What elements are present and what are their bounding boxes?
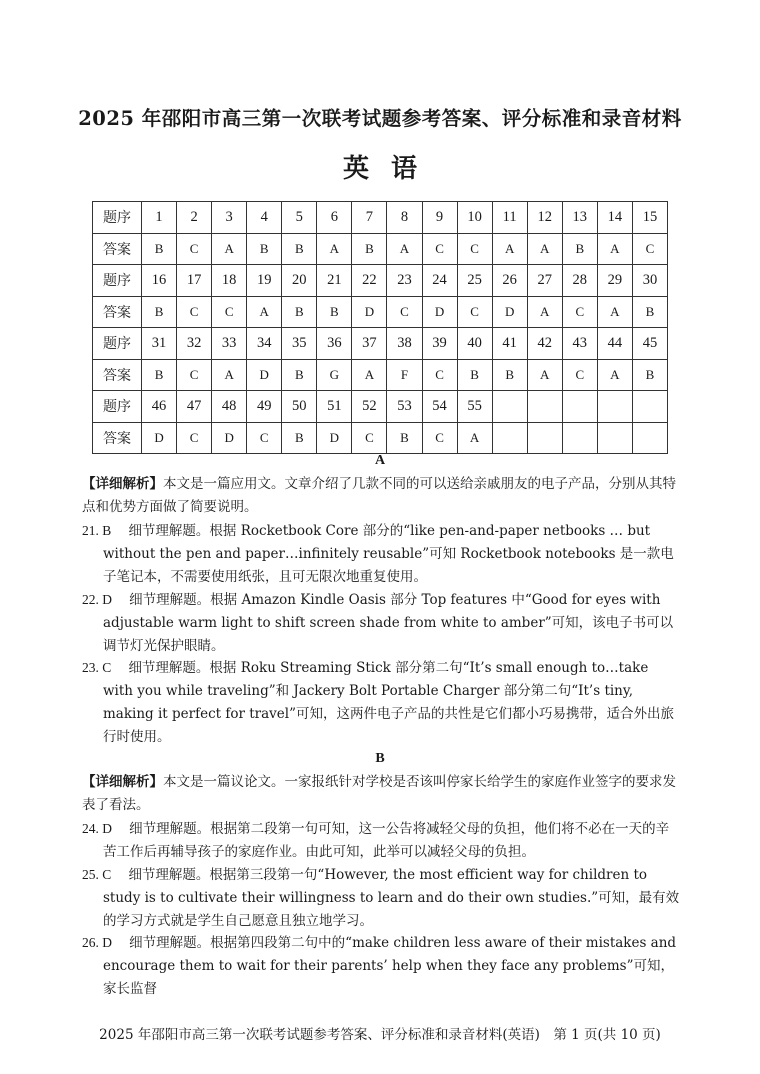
table-cell: 19 [247,265,282,297]
question-number: 25. C [82,867,112,882]
analysis-tag: 【详细解析】 [82,476,163,492]
table-cell: D [142,422,177,454]
table-cell: 38 [387,328,422,360]
table-cell: A [492,233,527,265]
table-cell: B [282,296,317,328]
table-cell: A [247,296,282,328]
table-cell: 32 [177,328,212,360]
table-cell: B [142,296,177,328]
table-cell: 54 [422,391,457,423]
table-cell: 34 [247,328,282,360]
table-cell: 55 [457,391,492,423]
table-cell: A [527,233,562,265]
table-cell: B [457,359,492,391]
table-cell: 30 [632,265,667,297]
question-24 [82,817,680,864]
analysis-tag: 【详细解析】 [82,774,163,790]
table-cell: 53 [387,391,422,423]
answer-row [93,296,668,328]
table-cell: A [387,233,422,265]
table-cell: 33 [212,328,247,360]
table-cell: 18 [212,265,247,297]
table-cell: A [457,422,492,454]
table-cell: D [422,296,457,328]
table-cell: D [317,422,352,454]
table-cell: 15 [632,202,667,234]
table-cell: 1 [142,202,177,234]
table-cell: C [422,233,457,265]
table-cell: A [317,233,352,265]
row-label: 答案 [93,233,142,265]
question-number: 26. D [82,935,112,950]
table-cell: 21 [317,265,352,297]
table-cell: B [282,233,317,265]
row-label: 题序 [93,202,142,234]
table-cell: 31 [142,328,177,360]
table-cell: 50 [282,391,317,423]
table-cell: 14 [597,202,632,234]
question-explanation: 细节理解题。根据第二段第一句可知，这一公告将减轻父母的负担，他们将不必在一天的辛苦工作后再辅导孩子的家庭作业。由此可知，此举可以减轻父母的负担。 [103,821,670,860]
table-cell: 40 [457,328,492,360]
table-cell: 46 [142,391,177,423]
table-cell: 47 [177,391,212,423]
table-cell: C [422,359,457,391]
table-cell [492,391,527,423]
table-cell: D [352,296,387,328]
table-cell: 11 [492,202,527,234]
table-cell: 17 [177,265,212,297]
question-number-row [93,328,668,360]
table-cell [562,422,597,454]
table-cell: 49 [247,391,282,423]
table-cell: C [562,296,597,328]
table-cell: B [492,359,527,391]
table-cell: 35 [282,328,317,360]
section-a-heading: A [374,453,386,468]
table-cell: 45 [632,328,667,360]
table-cell: A [527,296,562,328]
table-cell: C [387,296,422,328]
table-cell: 16 [142,265,177,297]
question-explanation: 细节理解题。根据 Amazon Kindle Oasis 部分 Top features 中“Good for eyes with adjustable warm light to shift screen shade from white to amber”可知，该电子书可以调节灯光保护眼睛。 [103,592,674,654]
table-cell: 20 [282,265,317,297]
table-cell: D [212,422,247,454]
row-label: 题序 [93,391,142,423]
table-cell [632,422,667,454]
table-cell: D [247,359,282,391]
answer-row [93,422,668,454]
table-cell: 2 [177,202,212,234]
question-number-row [93,202,668,234]
row-label: 答案 [93,422,142,454]
table-cell: C [422,422,457,454]
question-explanation: 细节理解题。根据第四段第二句中的“make children less aware of their mistakes and encourage them to wait for their parents’ help when they face any problems”可知，家长监督 [103,935,677,997]
question-26 [82,931,680,1001]
table-cell: C [177,422,212,454]
table-cell [597,422,632,454]
question-21 [82,519,680,589]
table-cell: 41 [492,328,527,360]
table-cell [597,391,632,423]
table-cell: 22 [352,265,387,297]
table-cell: B [142,233,177,265]
table-cell: 39 [422,328,457,360]
table-cell: 37 [352,328,387,360]
table-cell: G [317,359,352,391]
table-cell: 27 [527,265,562,297]
table-cell: 29 [597,265,632,297]
question-number: 23. C [82,660,112,675]
table-cell: B [352,233,387,265]
answer-row [93,359,668,391]
table-cell: 5 [282,202,317,234]
question-22 [82,588,680,658]
table-cell: A [212,233,247,265]
table-cell: 43 [562,328,597,360]
section-a-analysis [82,473,682,519]
table-cell: B [317,296,352,328]
table-cell [632,391,667,423]
table-cell: A [597,233,632,265]
table-cell: 9 [422,202,457,234]
table-cell: A [352,359,387,391]
table-cell: A [597,359,632,391]
question-23 [82,656,680,749]
table-cell: C [352,422,387,454]
table-cell: B [387,422,422,454]
table-cell: 52 [352,391,387,423]
table-cell: 36 [317,328,352,360]
table-cell: B [562,233,597,265]
table-cell: 6 [317,202,352,234]
table-cell: 13 [562,202,597,234]
question-explanation: 细节理解题。根据 Rocketbook Core 部分的“like pen-and-paper netbooks … but without the pen and paper…infinitely reusable”可知 Rocketbook notebooks 是一款电子笔记本，不需要使用纸张，且可无限次地重复使用。 [103,523,674,585]
table-cell [492,422,527,454]
table-cell: A [527,359,562,391]
question-explanation: 细节理解题。根据 Roku Streaming Stick 部分第二句“It’s small enough to…take with you while traveling”和 Jackery Bolt Portable Charger 部分第二句“It’s tiny, making it perfect for travel”可知，这两件电子产品的共性是它们都小巧易携带，适合外出旅行时使用。 [103,660,674,745]
table-cell: 42 [527,328,562,360]
table-cell [562,391,597,423]
table-cell: C [177,233,212,265]
question-number: 24. D [82,821,112,836]
row-label: 答案 [93,296,142,328]
section-b-heading: B [375,751,385,766]
table-cell: 48 [212,391,247,423]
table-cell: C [247,422,282,454]
table-cell: A [212,359,247,391]
table-cell: C [177,359,212,391]
table-cell: B [282,422,317,454]
answer-row [93,233,668,265]
question-number-row [93,391,668,423]
row-label: 答案 [93,359,142,391]
table-cell: B [632,296,667,328]
table-cell [527,391,562,423]
table-cell: B [247,233,282,265]
table-cell: 4 [247,202,282,234]
question-number: 22. D [82,592,112,607]
answer-table [92,201,668,454]
table-cell: 28 [562,265,597,297]
table-cell: C [177,296,212,328]
table-cell: 3 [212,202,247,234]
table-cell: B [632,359,667,391]
table-cell: 23 [387,265,422,297]
table-cell: 8 [387,202,422,234]
table-cell: 51 [317,391,352,423]
table-cell: 10 [457,202,492,234]
page-title: 2025 年邵阳市高三第一次联考试题参考答案、评分标准和录音材料 [78,107,682,130]
table-cell: B [282,359,317,391]
question-number-row [93,265,668,297]
table-cell: 26 [492,265,527,297]
question-25 [82,863,680,933]
table-cell: C [562,359,597,391]
table-cell: 24 [422,265,457,297]
table-cell: B [142,359,177,391]
table-cell: 7 [352,202,387,234]
analysis-text: 本文是一篇议论文。一家报纸针对学校是否该叫停家长给学生的家庭作业签字的要求发表了看法。 [82,774,676,813]
question-number: 21. B [82,523,112,538]
table-cell: F [387,359,422,391]
table-cell: 25 [457,265,492,297]
table-cell: C [632,233,667,265]
page-footer: 2025 年邵阳市高三第一次联考试题参考答案、评分标准和录音材料(英语) 第 1 页(共 10 页) [99,1027,661,1043]
table-cell: C [212,296,247,328]
table-cell: A [597,296,632,328]
table-cell: C [457,233,492,265]
table-cell [527,422,562,454]
analysis-text: 本文是一篇应用文。文章介绍了几款不同的可以送给亲戚朋友的电子产品，分别从其特点和优势方面做了简要说明。 [82,476,676,515]
section-b-analysis [82,771,682,817]
question-explanation: 细节理解题。根据第三段第一句“However, the most efficient way for children to study is to cultivate their willingness to learn and do their own studies.”可知，最有效的学习方式就是学生自己愿意且独立地学习。 [103,867,680,929]
table-cell: D [492,296,527,328]
row-label: 题序 [93,265,142,297]
row-label: 题序 [93,328,142,360]
table-cell: C [457,296,492,328]
table-cell: 44 [597,328,632,360]
subject-heading: 英语 [342,154,439,184]
table-cell: 12 [527,202,562,234]
